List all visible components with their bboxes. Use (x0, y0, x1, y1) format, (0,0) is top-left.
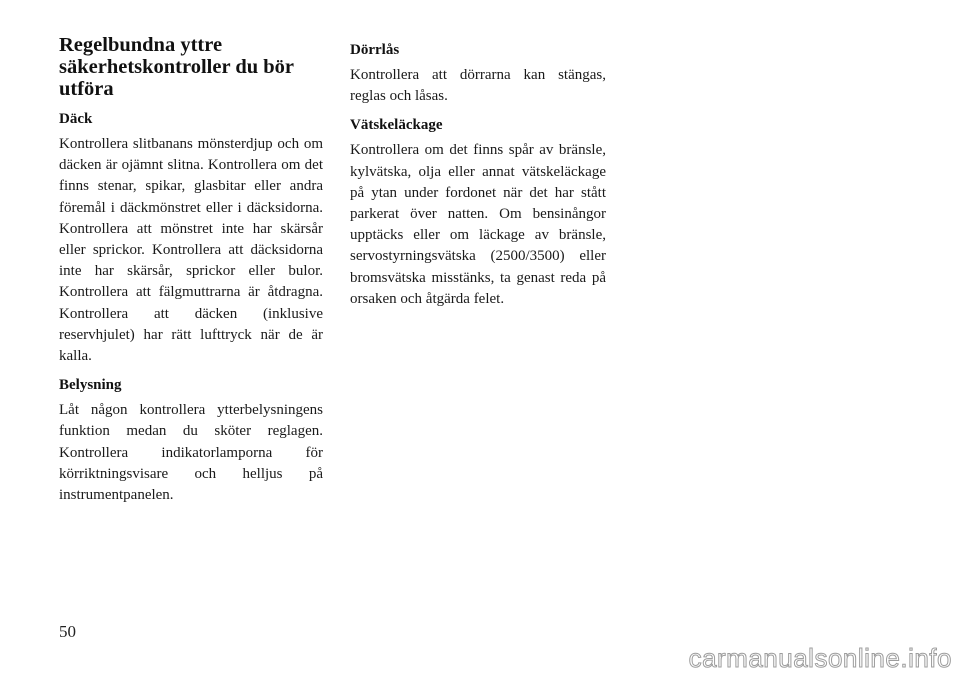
page-number: 50 (59, 622, 76, 641)
right-column (350, 40, 606, 310)
section-heading-door-locks: Dörrlås (350, 42, 400, 58)
section-tires (59, 109, 323, 367)
section-text-door-locks: Kontrollera att dörrarna kan stängas, reglas och låsas. (350, 67, 606, 105)
section-door-locks (350, 40, 606, 107)
section-heading-tires: Däck (59, 111, 93, 127)
section-text-tires: Kontrollera slitbanans mönsterdjup och om däcken är ojämnt slitna. Kontrollera om det finns stenar, spikar, glasbitar eller andra föremål i däckmönstret eller i däcksidorna. Kontrollera att mönstret inte har skärsår eller sprickor. Kontrollera att däcksidorna inte har skärsår, sprickor eller bulor. Kontrollera att fälgmuttrarna är åtdragna. Kontrollera att däcken (inklusive reservhjulet) har rätt lufttryck när de är kalla. (59, 136, 323, 365)
page-title: Regelbundna yttre säkerhetskontroller du bör utföra (59, 34, 294, 100)
section-heading-fluid-leaks: Vätskeläckage (350, 117, 443, 134)
section-heading-lighting: Belysning (59, 377, 122, 394)
section-text-fluid-leaks: Kontrollera om det finns spår av bränsle, kylvätska, olja eller annat vätskeläckage på ytan under fordonet när det har stått parkerat över natten. Om bensinångor upptäcks eller om läckage av bränsle, servostyrningsvätska (2500/3500) eller bromsvätska misstänks, ta genast reda på orsaken och åtgärda felet. (350, 142, 606, 307)
section-fluid-leaks (350, 115, 606, 310)
watermark: carmanualsonline.info (688, 643, 952, 673)
section-text-lighting: Låt någon kontrollera ytterbelysningens funktion medan du sköter reglagen. Kontrollera indikatorlamporna för körriktningsvisare och helljus på instrumentpanelen. (59, 402, 323, 504)
section-lighting (59, 375, 323, 506)
left-column (59, 34, 323, 506)
